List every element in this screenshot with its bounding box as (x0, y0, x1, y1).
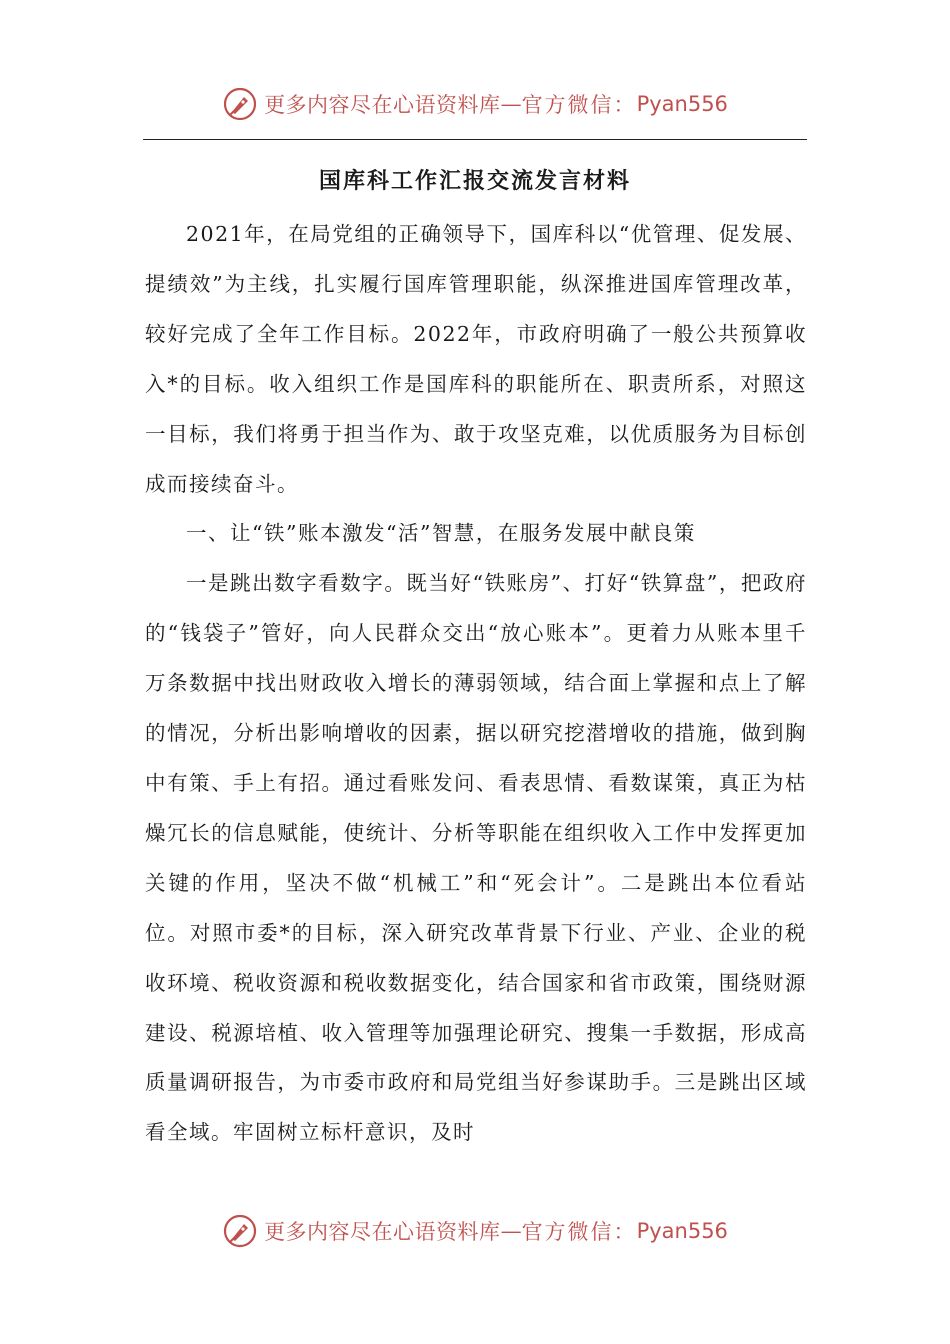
footer-banner-main-text: 更多内容尽在心语资料库 (264, 1220, 501, 1244)
pen-nib-logo-icon (222, 1213, 258, 1249)
pen-nib-logo-icon (222, 86, 258, 122)
document-title: 国库科工作汇报交流发言材料 (318, 169, 631, 194)
paragraph-intro: 2021年，在局党组的正确领导下，国库科以“优管理、促发展、提绩效”为主线，扎实履行国库管理职能，纵深推进国库管理改革，较好完成了全年工作目标。2022年，市政府明确了一般公共预算收入*的目标。收入组织工作是国库科的职能所在、职责所系，对照这一目标，我们将勇于担当作为、敢于攻坚克难，以优质服务为目标创成而接续奋斗。 (145, 222, 807, 496)
footer-banner (0, 1209, 950, 1253)
banner-separator: — (500, 92, 522, 116)
header-divider (143, 139, 807, 140)
footer-banner-wechat-id: Pyan556 (636, 1219, 728, 1243)
banner-wechat-label: 官方微信： (521, 93, 637, 117)
banner-main-text: 更多内容尽在心语资料库 (264, 93, 501, 117)
document-body (145, 210, 807, 1158)
footer-banner-wechat-label: 官方微信： (521, 1220, 637, 1244)
footer-banner-separator: — (500, 1219, 522, 1243)
section-heading-1: 一、让“铁”账本激发“活”智慧，在服务发展中献良策 (186, 521, 696, 546)
banner-wechat-id: Pyan556 (636, 92, 728, 116)
header-banner (0, 82, 950, 126)
paragraph-section-1: 一是跳出数字看数字。既当好“铁账房”、打好“铁算盘”，把政府的“钱袋子”管好，向人民群众交出“放心账本”。更着力从账本里千万条数据中找出财政收入增长的薄弱领域，结合面上掌握和点上了解的情况，分析出影响增收的因素，据以研究挖潜增收的措施，做到胸中有策、手上有招。通过看账发问、看表思情、看数谋策，真正为枯燥冗长的信息赋能，使统计、分析等职能在组织收入工作中发挥更加关键的作用，坚决不做“机械工”和“死会计”。二是跳出本位看站位。对照市委*的目标，深入研究改革背景下行业、产业、企业的税收环境、税收资源和税收数据变化，结合国家和省市政策，围绕财源建设、税源培植、收入管理等加强理论研究、搜集一手数据，形成高质量调研报告，为市委市政府和局党组当好参谋助手。三是跳出区域看全域。牢固树立标杆意识，及时 (145, 571, 807, 1145)
